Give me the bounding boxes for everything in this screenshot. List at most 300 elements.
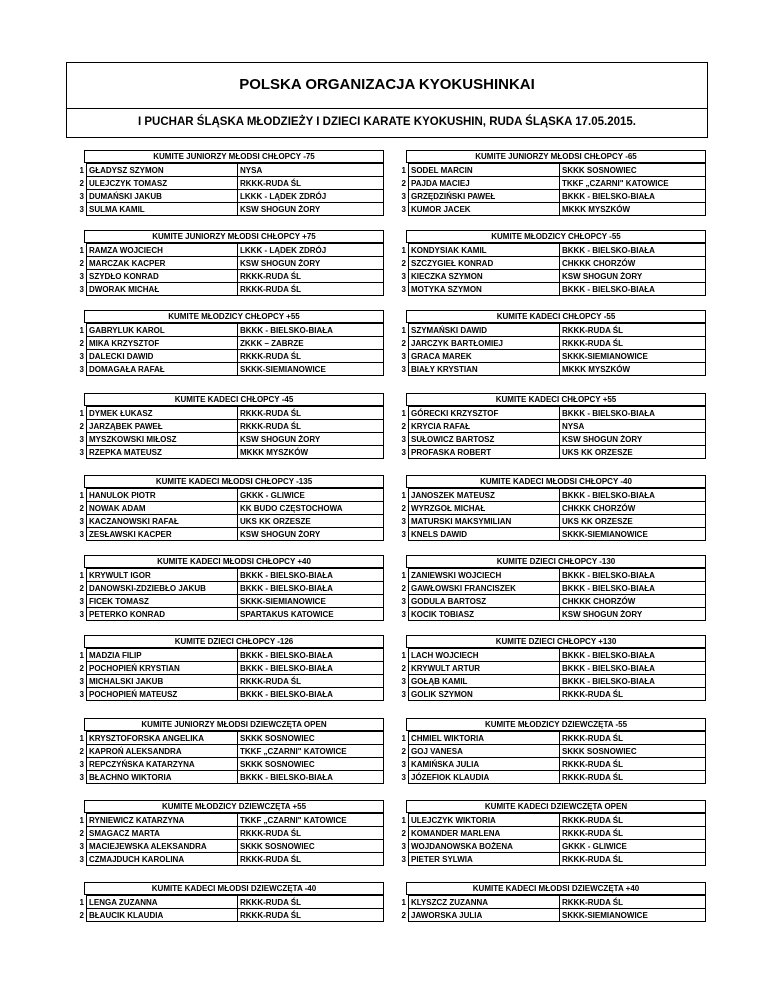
table-row xyxy=(390,337,706,350)
category-block xyxy=(390,882,706,922)
place-cell: 3 xyxy=(401,759,406,769)
competitor-name-cell: MICHALSKI JAKUB xyxy=(87,675,238,688)
place-cell: 1 xyxy=(401,165,406,175)
club-cell: BKKK - BIELSKO-BIAŁA xyxy=(560,662,706,675)
table-row xyxy=(390,164,706,177)
place-cell: 1 xyxy=(79,570,84,580)
competitor-name-cell: JÓZEFIOK KLAUDIA xyxy=(409,771,560,784)
competitor-name-cell: LENGA ZUZANNA xyxy=(87,896,238,909)
competitor-name-cell: GOLIK SZYMON xyxy=(409,688,560,701)
table-row xyxy=(68,827,384,840)
club-cell: RKKK-RUDA ŚL xyxy=(238,270,384,283)
results-table xyxy=(390,895,706,922)
table-row xyxy=(390,662,706,675)
category-title: KUMITE DZIECI CHŁOPCY +130 xyxy=(406,635,706,648)
place-cell: 1 xyxy=(401,897,406,907)
competitor-name-cell: MADZIA FILIP xyxy=(87,649,238,662)
club-cell: SKKK-SIEMIANOWICE xyxy=(238,595,384,608)
category-block xyxy=(68,393,384,459)
results-table xyxy=(68,163,384,216)
competitor-name-cell: ULEJCZYK WIKTORIA xyxy=(409,814,560,827)
place-cell: 3 xyxy=(401,841,406,851)
competitor-name-cell: POCHOPIEŃ MATEUSZ xyxy=(87,688,238,701)
table-row xyxy=(68,363,384,376)
club-cell: CHKKK CHORZÓW xyxy=(560,257,706,270)
club-cell: KK BUDO CZĘSTOCHOWA xyxy=(238,502,384,515)
competitor-name-cell: PAJDA MACIEJ xyxy=(409,177,560,190)
table-row xyxy=(390,853,706,866)
competitor-name-cell: MACIEJEWSKA ALEKSANDRA xyxy=(87,840,238,853)
table-row xyxy=(390,433,706,446)
results-table xyxy=(390,648,706,701)
competitor-name-cell: HANULOK PIOTR xyxy=(87,489,238,502)
table-row xyxy=(390,244,706,257)
results-table xyxy=(390,243,706,296)
place-cell: 1 xyxy=(401,650,406,660)
table-row xyxy=(68,257,384,270)
competitor-name-cell: KNELS DAWID xyxy=(409,528,560,541)
category-title: KUMITE KADECI MŁODSI CHŁOPCY -40 xyxy=(406,475,706,488)
club-cell: NYSA xyxy=(560,420,706,433)
category-block xyxy=(68,635,384,701)
category-title: KUMITE KADECI MŁODSI DZIEWCZĘTA -40 xyxy=(84,882,384,895)
category-block xyxy=(390,475,706,541)
category-title: KUMITE JUNIORZY MŁODSI CHŁOPCY -75 xyxy=(84,150,384,163)
category-block xyxy=(68,555,384,621)
results-table xyxy=(68,731,384,784)
table-row xyxy=(68,582,384,595)
category-title: KUMITE KADECI DZIEWCZĘTA OPEN xyxy=(406,800,706,813)
competitor-name-cell: PROFASKA ROBERT xyxy=(409,446,560,459)
category-title: KUMITE MŁODZICY DZIEWCZĘTA -55 xyxy=(406,718,706,731)
club-cell: BKKK - BIELSKO-BIAŁA xyxy=(238,649,384,662)
competitor-name-cell: DUMAŃSKI JAKUB xyxy=(87,190,238,203)
table-row xyxy=(390,758,706,771)
club-cell: SKKK SOSNOWIEC xyxy=(238,732,384,745)
category-block xyxy=(390,230,706,296)
competitor-name-cell: DWORAK MICHAŁ xyxy=(87,283,238,296)
competitor-name-cell: KONDYSIAK KAMIL xyxy=(409,244,560,257)
place-cell: 3 xyxy=(79,284,84,294)
place-cell: 1 xyxy=(79,408,84,418)
club-cell: ZKKK – ZABRZE xyxy=(238,337,384,350)
table-row xyxy=(68,164,384,177)
table-row xyxy=(68,814,384,827)
competitor-name-cell: KRYCIA RAFAŁ xyxy=(409,420,560,433)
table-row xyxy=(390,407,706,420)
club-cell: BKKK - BIELSKO-BIAŁA xyxy=(560,675,706,688)
club-cell: RKKK-RUDA ŚL xyxy=(560,771,706,784)
competitor-name-cell: ZANIEWSKI WOJCIECH xyxy=(409,569,560,582)
competitor-name-cell: MARCZAK KACPER xyxy=(87,257,238,270)
competitor-name-cell: JANOSZEK MATEUSZ xyxy=(409,489,560,502)
club-cell: TKKF „CZARNI" KATOWICE xyxy=(238,814,384,827)
table-row xyxy=(390,745,706,758)
category-title: KUMITE MŁODZICY CHŁOPCY +55 xyxy=(84,310,384,323)
category-block xyxy=(68,718,384,784)
table-row xyxy=(68,732,384,745)
category-block xyxy=(68,150,384,216)
table-row xyxy=(68,337,384,350)
competitor-name-cell: JARCZYK BARTŁOMIEJ xyxy=(409,337,560,350)
table-row xyxy=(390,595,706,608)
table-row xyxy=(68,745,384,758)
club-cell: UKS KK ORZESZE xyxy=(560,446,706,459)
place-cell: 1 xyxy=(401,490,406,500)
club-cell: KSW SHOGUN ŻORY xyxy=(238,257,384,270)
place-cell: 2 xyxy=(79,178,84,188)
table-row xyxy=(68,350,384,363)
table-row xyxy=(68,203,384,216)
competitor-name-cell: ZESŁAWSKI KACPER xyxy=(87,528,238,541)
table-row xyxy=(390,649,706,662)
table-row xyxy=(68,324,384,337)
results-table xyxy=(390,323,706,376)
club-cell: RKKK-RUDA ŚL xyxy=(238,827,384,840)
competitor-name-cell: KRYWULT IGOR xyxy=(87,569,238,582)
competitor-name-cell: DANOWSKI-ZDZIEBŁO JAKUB xyxy=(87,582,238,595)
place-cell: 3 xyxy=(79,434,84,444)
place-cell: 3 xyxy=(79,854,84,864)
club-cell: SKKK-SIEMIANOWICE xyxy=(238,363,384,376)
competitor-name-cell: GÓRECKI KRZYSZTOF xyxy=(409,407,560,420)
place-cell: 2 xyxy=(401,258,406,268)
document-header xyxy=(66,62,708,138)
place-cell: 1 xyxy=(401,815,406,825)
category-block xyxy=(68,882,384,922)
table-row xyxy=(68,896,384,909)
club-cell: BKKK - BIELSKO-BIAŁA xyxy=(238,662,384,675)
table-row xyxy=(68,688,384,701)
competitor-name-cell: POCHOPIEŃ KRYSTIAN xyxy=(87,662,238,675)
category-block xyxy=(390,635,706,701)
category-title: KUMITE JUNIORZY MŁODSI CHŁOPCY +75 xyxy=(84,230,384,243)
competitor-name-cell: GŁADYSZ SZYMON xyxy=(87,164,238,177)
results-table xyxy=(68,488,384,541)
place-cell: 3 xyxy=(79,364,84,374)
place-cell: 3 xyxy=(79,351,84,361)
place-cell: 3 xyxy=(79,529,84,539)
table-row xyxy=(390,257,706,270)
competitor-name-cell: BŁAUCIK KLAUDIA xyxy=(87,909,238,922)
place-cell: 1 xyxy=(79,490,84,500)
table-row xyxy=(68,662,384,675)
competitor-name-cell: GOŁĄB KAMIL xyxy=(409,675,560,688)
table-row xyxy=(68,407,384,420)
table-row xyxy=(68,270,384,283)
table-row xyxy=(390,177,706,190)
table-row xyxy=(68,502,384,515)
club-cell: RKKK-RUDA ŚL xyxy=(560,896,706,909)
place-cell: 3 xyxy=(401,191,406,201)
club-cell: UKS KK ORZESZE xyxy=(238,515,384,528)
club-cell: BKKK - BIELSKO-BIAŁA xyxy=(560,489,706,502)
club-cell: RKKK-RUDA ŚL xyxy=(238,283,384,296)
category-title: KUMITE KADECI CHŁOPCY -45 xyxy=(84,393,384,406)
place-cell: 1 xyxy=(401,325,406,335)
competitor-name-cell: DALECKI DAWID xyxy=(87,350,238,363)
category-title: KUMITE JUNIORZY MŁODSI CHŁOPCY -65 xyxy=(406,150,706,163)
category-title: KUMITE KADECI CHŁOPCY +55 xyxy=(406,393,706,406)
club-cell: NYSA xyxy=(238,164,384,177)
place-cell: 1 xyxy=(79,733,84,743)
table-row xyxy=(390,502,706,515)
place-cell: 3 xyxy=(79,596,84,606)
table-row xyxy=(68,608,384,621)
club-cell: BKKK - BIELSKO-BIAŁA xyxy=(560,283,706,296)
category-title: KUMITE DZIECI CHŁOPCY -130 xyxy=(406,555,706,568)
place-cell: 3 xyxy=(79,772,84,782)
table-row xyxy=(68,283,384,296)
event-subtitle: I PUCHAR ŚLĄSKA MŁODZIEŻY I DZIECI KARATE KYOKUSHIN, RUDA ŚLĄSKA 17.05.2015. xyxy=(67,108,707,128)
table-row xyxy=(390,827,706,840)
competitor-name-cell: LACH WOJCIECH xyxy=(409,649,560,662)
club-cell: TKKF „CZARNI" KATOWICE xyxy=(560,177,706,190)
table-row xyxy=(68,675,384,688)
competitor-name-cell: BŁACHNO WIKTORIA xyxy=(87,771,238,784)
place-cell: 2 xyxy=(79,338,84,348)
place-cell: 3 xyxy=(401,529,406,539)
category-block xyxy=(390,310,706,376)
category-block xyxy=(390,800,706,866)
competitor-name-cell: ULEJCZYK TOMASZ xyxy=(87,177,238,190)
table-row xyxy=(390,515,706,528)
category-block xyxy=(390,555,706,621)
place-cell: 2 xyxy=(401,828,406,838)
category-title: KUMITE MŁODZICY DZIEWCZĘTA +55 xyxy=(84,800,384,813)
club-cell: SKKK-SIEMIANOWICE xyxy=(560,909,706,922)
club-cell: SKKK SOSNOWIEC xyxy=(238,758,384,771)
place-cell: 2 xyxy=(79,421,84,431)
table-row xyxy=(390,190,706,203)
place-cell: 3 xyxy=(401,609,406,619)
competitor-name-cell: SZYMAŃSKI DAWID xyxy=(409,324,560,337)
competitor-name-cell: SZCZYGIEŁ KONRAD xyxy=(409,257,560,270)
place-cell: 2 xyxy=(79,583,84,593)
club-cell: SKKK SOSNOWIEC xyxy=(238,840,384,853)
place-cell: 3 xyxy=(79,609,84,619)
place-cell: 3 xyxy=(401,676,406,686)
place-cell: 3 xyxy=(401,284,406,294)
competitor-name-cell: CHMIEL WIKTORIA xyxy=(409,732,560,745)
table-row xyxy=(390,608,706,621)
club-cell: RKKK-RUDA ŚL xyxy=(560,337,706,350)
competitor-name-cell: KOCIK TOBIASZ xyxy=(409,608,560,621)
competitor-name-cell: MYSZKOWSKI MIŁOSZ xyxy=(87,433,238,446)
competitor-name-cell: KACZANOWSKI RAFAŁ xyxy=(87,515,238,528)
club-cell: BKKK - BIELSKO-BIAŁA xyxy=(560,582,706,595)
club-cell: BKKK - BIELSKO-BIAŁA xyxy=(560,244,706,257)
place-cell: 3 xyxy=(79,676,84,686)
competitor-name-cell: KOMANDER MARLENA xyxy=(409,827,560,840)
place-cell: 3 xyxy=(79,447,84,457)
club-cell: KSW SHOGUN ŻORY xyxy=(560,608,706,621)
category-block xyxy=(68,800,384,866)
place-cell: 1 xyxy=(79,245,84,255)
place-cell: 3 xyxy=(79,204,84,214)
competitor-name-cell: KIECZKA SZYMON xyxy=(409,270,560,283)
category-block xyxy=(390,150,706,216)
club-cell: GKKK - GLIWICE xyxy=(560,840,706,853)
club-cell: BKKK - BIELSKO-BIAŁA xyxy=(238,582,384,595)
table-row xyxy=(68,771,384,784)
competitor-name-cell: PETERKO KONRAD xyxy=(87,608,238,621)
table-row xyxy=(68,446,384,459)
competitor-name-cell: REPCZYŃSKA KATARZYNA xyxy=(87,758,238,771)
place-cell: 2 xyxy=(401,338,406,348)
club-cell: BKKK - BIELSKO-BIAŁA xyxy=(560,190,706,203)
competitor-name-cell: FICEK TOMASZ xyxy=(87,595,238,608)
place-cell: 3 xyxy=(79,271,84,281)
competitor-name-cell: BIAŁY KRYSTIAN xyxy=(409,363,560,376)
club-cell: BKKK - BIELSKO-BIAŁA xyxy=(560,407,706,420)
club-cell: CHKKK CHORZÓW xyxy=(560,502,706,515)
competitor-name-cell: SUŁOWICZ BARTOSZ xyxy=(409,433,560,446)
table-row xyxy=(68,909,384,922)
competitor-name-cell: NOWAK ADAM xyxy=(87,502,238,515)
club-cell: BKKK - BIELSKO-BIAŁA xyxy=(560,569,706,582)
club-cell: SKKK-SIEMIANOWICE xyxy=(560,528,706,541)
category-title: KUMITE KADECI MŁODSI CHŁOPCY +40 xyxy=(84,555,384,568)
table-row xyxy=(68,595,384,608)
place-cell: 1 xyxy=(401,570,406,580)
category-title: KUMITE JUNIORZY MŁODSI DZIEWCZĘTA OPEN xyxy=(84,718,384,731)
competitor-name-cell: SMAGACZ MARTA xyxy=(87,827,238,840)
place-cell: 3 xyxy=(79,191,84,201)
club-cell: RKKK-RUDA ŚL xyxy=(238,177,384,190)
table-row xyxy=(68,515,384,528)
club-cell: BKKK - BIELSKO-BIAŁA xyxy=(560,649,706,662)
table-row xyxy=(68,177,384,190)
place-cell: 1 xyxy=(79,897,84,907)
competitor-name-cell: KRYWULT ARTUR xyxy=(409,662,560,675)
competitor-name-cell: GRZĘDZIŃSKI PAWEŁ xyxy=(409,190,560,203)
club-cell: RKKK-RUDA ŚL xyxy=(560,732,706,745)
competitor-name-cell: GABRYLUK KAROL xyxy=(87,324,238,337)
club-cell: RKKK-RUDA ŚL xyxy=(238,407,384,420)
competitor-name-cell: JARZĄBEK PAWEŁ xyxy=(87,420,238,433)
competitor-name-cell: JAWORSKA JULIA xyxy=(409,909,560,922)
competitor-name-cell: MATURSKI MAKSYMILIAN xyxy=(409,515,560,528)
club-cell: RKKK-RUDA ŚL xyxy=(560,688,706,701)
place-cell: 2 xyxy=(401,746,406,756)
place-cell: 3 xyxy=(401,516,406,526)
place-cell: 2 xyxy=(79,828,84,838)
competitor-name-cell: MIKA KRZYSZTOF xyxy=(87,337,238,350)
table-row xyxy=(68,244,384,257)
club-cell: KSW SHOGUN ŻORY xyxy=(238,528,384,541)
results-table xyxy=(390,731,706,784)
table-row xyxy=(390,203,706,216)
place-cell: 1 xyxy=(401,245,406,255)
club-cell: MKKK MYSZKÓW xyxy=(560,203,706,216)
table-row xyxy=(68,190,384,203)
competitor-name-cell: KRYSZTOFORSKA ANGELIKA xyxy=(87,732,238,745)
competitor-name-cell: GOJ VANESA xyxy=(409,745,560,758)
table-row xyxy=(68,758,384,771)
results-table xyxy=(68,895,384,922)
competitor-name-cell: CZMAJDUCH KAROLINA xyxy=(87,853,238,866)
place-cell: 2 xyxy=(79,910,84,920)
table-row xyxy=(390,489,706,502)
club-cell: RKKK-RUDA ŚL xyxy=(238,853,384,866)
category-title: KUMITE DZIECI CHŁOPCY -126 xyxy=(84,635,384,648)
results-table xyxy=(390,488,706,541)
table-row xyxy=(390,363,706,376)
results-table xyxy=(390,406,706,459)
results-table xyxy=(68,568,384,621)
club-cell: GKKK - GLIWICE xyxy=(238,489,384,502)
place-cell: 2 xyxy=(79,503,84,513)
table-row xyxy=(390,814,706,827)
club-cell: SKKK-SIEMIANOWICE xyxy=(560,350,706,363)
table-row xyxy=(390,840,706,853)
place-cell: 3 xyxy=(401,364,406,374)
place-cell: 3 xyxy=(401,772,406,782)
club-cell: BKKK - BIELSKO-BIAŁA xyxy=(238,688,384,701)
club-cell: RKKK-RUDA ŚL xyxy=(238,675,384,688)
competitor-name-cell: RZEPKA MATEUSZ xyxy=(87,446,238,459)
place-cell: 1 xyxy=(401,408,406,418)
place-cell: 3 xyxy=(401,854,406,864)
place-cell: 1 xyxy=(79,165,84,175)
table-row xyxy=(390,582,706,595)
category-title: KUMITE MŁODZICY CHŁOPCY -55 xyxy=(406,230,706,243)
place-cell: 1 xyxy=(79,815,84,825)
table-row xyxy=(390,350,706,363)
competitor-name-cell: RAMZA WOJCIECH xyxy=(87,244,238,257)
category-block xyxy=(68,475,384,541)
table-row xyxy=(390,909,706,922)
club-cell: RKKK-RUDA ŚL xyxy=(560,324,706,337)
place-cell: 3 xyxy=(401,447,406,457)
club-cell: KSW SHOGUN ŻORY xyxy=(560,433,706,446)
table-row xyxy=(68,853,384,866)
competitor-name-cell: WYRZGOŁ MICHAŁ xyxy=(409,502,560,515)
club-cell: UKS KK ORZESZE xyxy=(560,515,706,528)
table-row xyxy=(68,489,384,502)
place-cell: 3 xyxy=(401,271,406,281)
club-cell: RKKK-RUDA ŚL xyxy=(560,758,706,771)
competitor-name-cell: SULMA KAMIL xyxy=(87,203,238,216)
place-cell: 3 xyxy=(79,689,84,699)
table-row xyxy=(390,420,706,433)
place-cell: 1 xyxy=(401,733,406,743)
club-cell: RKKK-RUDA ŚL xyxy=(238,909,384,922)
category-block xyxy=(390,393,706,459)
competitor-name-cell: SODEL MARCIN xyxy=(409,164,560,177)
results-table xyxy=(68,813,384,866)
club-cell: SKKK SOSNOWIEC xyxy=(560,745,706,758)
place-cell: 3 xyxy=(401,689,406,699)
place-cell: 1 xyxy=(79,650,84,660)
club-cell: RKKK-RUDA ŚL xyxy=(560,853,706,866)
place-cell: 2 xyxy=(401,583,406,593)
club-cell: SPARTAKUS KATOWICE xyxy=(238,608,384,621)
competitor-name-cell: SZYDŁO KONRAD xyxy=(87,270,238,283)
category-title: KUMITE KADECI MŁODSI DZIEWCZĘTA +40 xyxy=(406,882,706,895)
table-row xyxy=(68,528,384,541)
place-cell: 3 xyxy=(79,759,84,769)
club-cell: RKKK-RUDA ŚL xyxy=(560,814,706,827)
category-title: KUMITE KADECI MŁODSI CHŁOPCY -135 xyxy=(84,475,384,488)
results-table xyxy=(68,243,384,296)
club-cell: RKKK-RUDA ŚL xyxy=(238,420,384,433)
table-row xyxy=(390,771,706,784)
competitor-name-cell: KAMIŃSKA JULIA xyxy=(409,758,560,771)
table-row xyxy=(390,569,706,582)
place-cell: 2 xyxy=(79,663,84,673)
